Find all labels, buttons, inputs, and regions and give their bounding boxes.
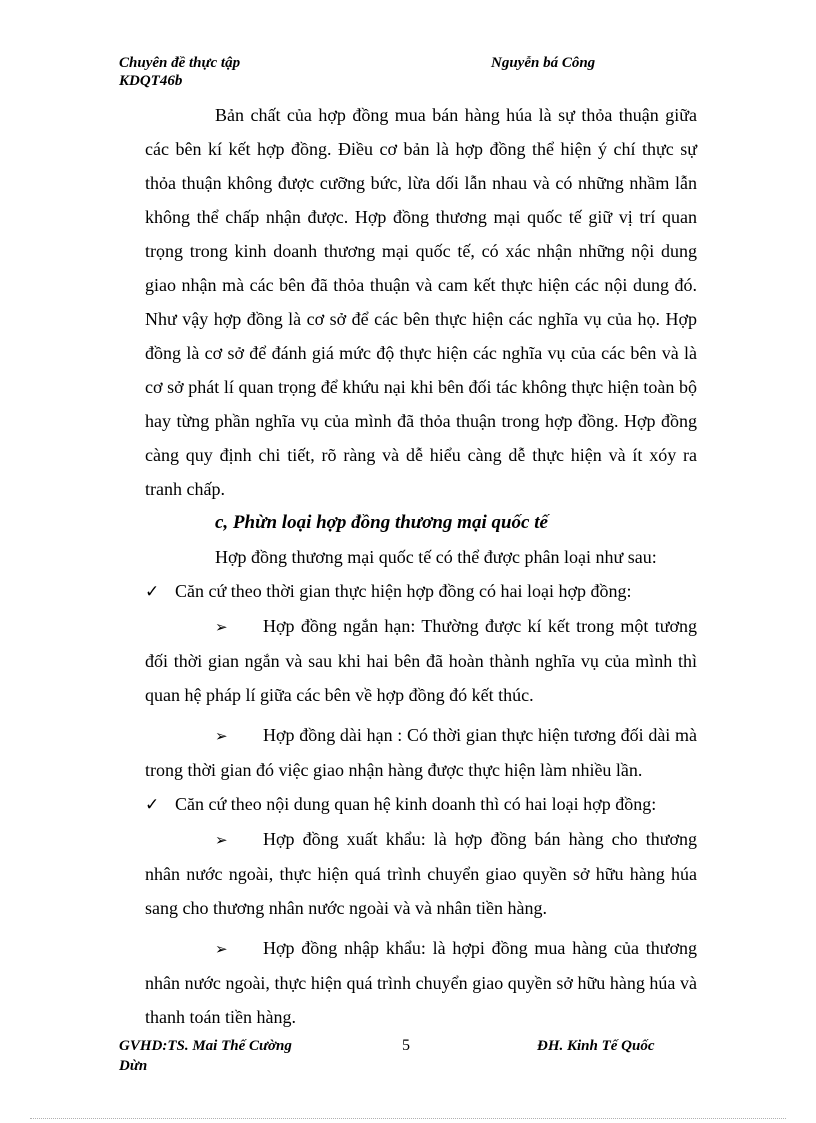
body-paragraph: Bản chất của hợp đồng mua bán hàng húa là sự thỏa thuận giữa các bên kí kết hợp đồng. Điều cơ bản là hợp đồng thể hiện ý chí thực sự thỏa thuận không được cưỡng bức, lừa dối lẫn nhau và có những nhầm lẫn không thể chấp nhận được. Hợp đồng thương mại quốc tế giữ vị trí quan trọng trong kinh doanh thương mại quốc tế, có xác nhận những nội dung giao nhận mà các bên đã thỏa thuận và cam kết thực hiện các nội dung đó. Như vậy hợp đồng là cơ sở để các bên thực hiện các nghĩa vụ của họ. Hợp đồng là cơ sở để đánh giá mức độ thực hiện các nghĩa vụ của các bên và là cơ sở phát lí quan trọng để khứu nại khi bên đối tác không thực hiện toàn bộ hay từng phần nghĩa vụ của mình đã thỏa thuận trong hợp đồng. Hợp đồng càng quy định chi tiết, rõ ràng và dễ hiểu càng dễ thực hiện và ít xóy ra tranh chấp. — [145, 105, 697, 499]
checkmark-icon: ✓ — [145, 582, 160, 602]
arrow-list-text: Hợp đồng dài hạn : Có thời gian thực hiện tương đối dài mà trong thời gian đó việc giao nhận hàng được thực hiện làm nhiều lần. — [145, 725, 697, 780]
intro-paragraph: Hợp đồng thương mại quốc tế có thể được phân loại như sau: — [215, 547, 657, 567]
check-list-text: Căn cứ theo thời gian thực hiện hợp đồng có hai loại hợp đồng: — [175, 581, 632, 601]
check-list-item — [145, 574, 697, 609]
arrow-list-text: Hợp đồng nhập khẩu: là hợpi đồng mua hàng của thương nhân nước ngoài, thực hiện quá trình chuyển giao quyền sở hữu hàng húa và thanh toán tiền hàng. — [145, 938, 697, 1027]
arrow-bullet-icon: ➢ — [215, 727, 228, 745]
arrow-list-item — [145, 931, 697, 1034]
checkmark-icon: ✓ — [145, 795, 160, 815]
page-footer-left — [119, 1036, 292, 1076]
page-header-left — [119, 54, 240, 90]
arrow-list-text: Hợp đồng xuất khẩu: là hợp đồng bán hàng cho thương nhân nước ngoài, thực hiện quá trình chuyển giao quyền sở hữu hàng húa sang cho thương nhân nước ngoài và và nhân tiền hàng. — [145, 829, 697, 918]
page-number: 5 — [402, 1037, 410, 1054]
arrow-list-item — [145, 822, 697, 925]
check-list-item — [145, 787, 697, 822]
footer-university: ĐH. Kinh Tế Quốc — [537, 1038, 655, 1054]
footer-advisor: GVHD:TS. Mai Thế Cường — [119, 1038, 292, 1054]
arrow-list-item — [145, 609, 697, 712]
header-class-code: KDQT46b — [119, 73, 183, 89]
footer-advisor-continued: Dừn — [119, 1058, 148, 1074]
arrow-bullet-icon: ➢ — [215, 940, 228, 958]
check-list-text: Căn cứ theo nội dung quan hệ kinh doanh thì có hai loại hợp đồng: — [175, 794, 657, 814]
arrow-bullet-icon: ➢ — [215, 831, 228, 849]
header-author: Nguyễn bá Công — [491, 55, 596, 71]
arrow-list-item — [145, 718, 697, 787]
document-body — [145, 98, 697, 1034]
header-document-type: Chuyên đề thực tập — [119, 55, 241, 71]
page-bottom-border — [30, 1118, 786, 1119]
section-heading: c, Phừn loại hợp đồng thương mại quốc tế — [215, 512, 548, 533]
arrow-list-text: Hợp đồng ngắn hạn: Thường được kí kết trong một tương đối thời gian ngắn và sau khi hai bên đã hoàn thành nghĩa vụ của mình thì quan hệ pháp lí giữa các bên về hợp đồng đó kết thúc. — [145, 616, 697, 705]
arrow-bullet-icon: ➢ — [215, 618, 228, 636]
